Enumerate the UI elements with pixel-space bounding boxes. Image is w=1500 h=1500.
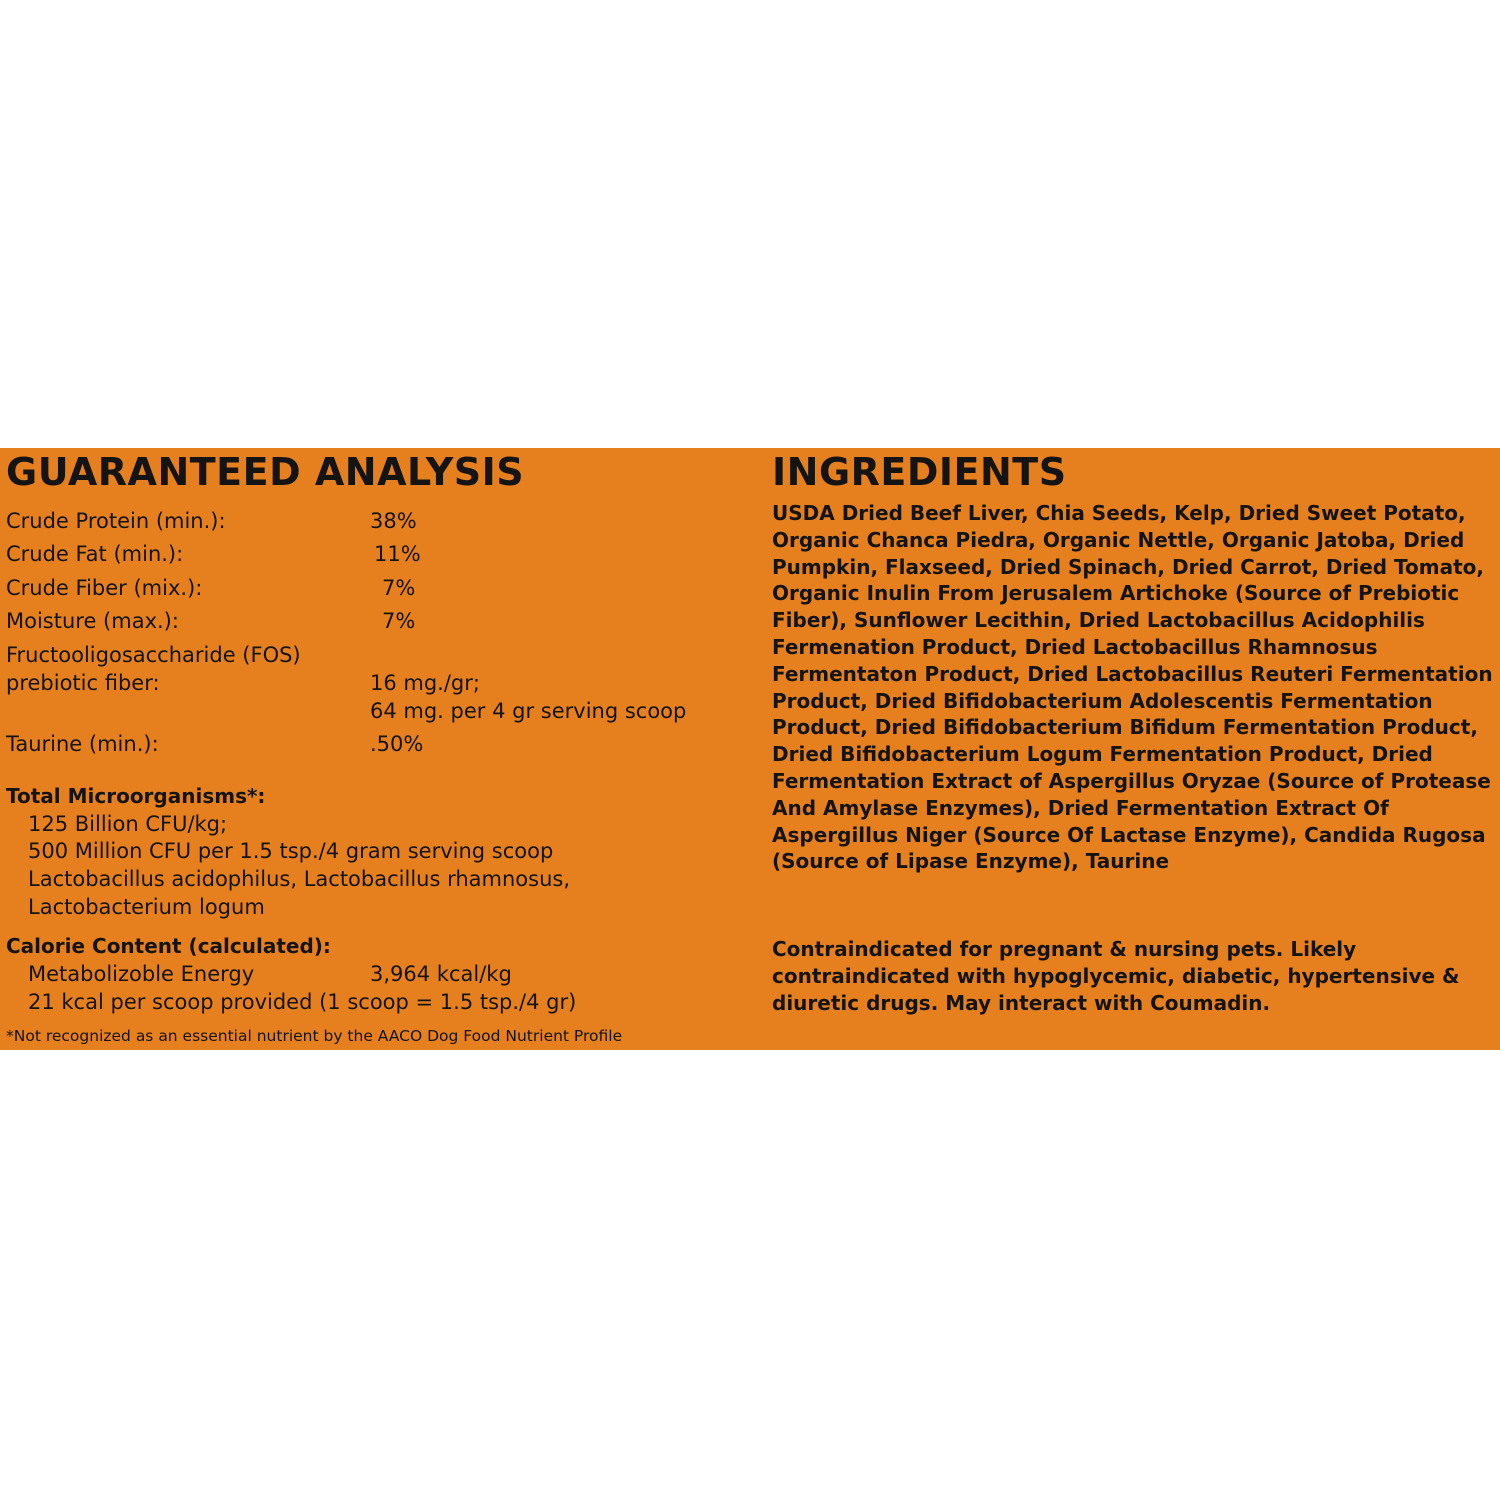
guaranteed-analysis-section (6, 448, 746, 1050)
energy-label: Metabolizoble Energy (28, 962, 255, 986)
calorie-content-heading: Calorie Content (calculated): (6, 934, 331, 958)
ingredients-heading: INGREDIENTS (772, 450, 1067, 494)
microorganisms-heading: Total Microorganisms*: (6, 784, 266, 808)
analysis-value: .50% (370, 732, 424, 756)
analysis-label: Taurine (min.): (6, 732, 159, 756)
analysis-label: Crude Fat (min.): (6, 542, 184, 566)
analysis-value: 7% (382, 609, 416, 633)
guaranteed-analysis-heading: GUARANTEED ANALYSIS (6, 450, 525, 494)
ingredients-section (772, 448, 1494, 1050)
analysis-label: Moisture (max.): (6, 609, 179, 633)
fos-label-line1: Fructooligosaccharide (FOS) (6, 643, 301, 667)
label-panel (0, 448, 1500, 1050)
analysis-value: 11% (374, 542, 421, 566)
fos-value-line1: 16 mg./gr; (370, 671, 480, 695)
microorganisms-line: Lactobacillus acidophilus, Lactobacillus rhamnosus, (28, 867, 571, 891)
microorganisms-line: Lactobacterium logum (28, 895, 265, 919)
contraindication-warning: Contraindicated for pregnant & nursing pets. Likely contraindicated with hypoglycemic, diabetic, hypertensive & diuretic drugs. May interact with Coumadin. (772, 937, 1460, 1015)
analysis-label: Crude Protein (min.): (6, 509, 226, 533)
calorie-per-scoop: 21 kcal per scoop provided (1 scoop = 1.5 tsp./4 gr) (28, 990, 577, 1014)
footnote: *Not recognized as an essential nutrient by the AACO Dog Food Nutrient Profile (6, 1027, 623, 1045)
microorganisms-line: 500 Million CFU per 1.5 tsp./4 gram serving scoop (28, 839, 554, 863)
analysis-value: 38% (370, 509, 417, 533)
fos-label-line2: prebiotic fiber: (6, 671, 160, 695)
ingredients-list: USDA Dried Beef Liver, Chia Seeds, Kelp, Dried Sweet Potato, Organic Chanca Piedra, Organic Nettle, Organic Jatoba, Dried Pumpkin, Flaxseed, Dried Spinach, Dried Carrot, Dried Tomato, Organic Inulin From Jerusalem Artichoke (Source of Prebiotic Fiber), Sunflower Lecithin, Dried Lactobacillus Acidophilis Fermenation Product, Dried Lactobacillus Rhamnosus Fermentaton Product, Dried Lactobacillus Reuteri Fermentation Product, Dried Bifidobacterium Adolescentis Fermentation Product, Dried Bifidobacterium Bifidum Fermentation Product, Dried Bifidobacterium Logum Fermentation Product, Dried Fermentation Extract of Aspergillus Oryzae (Source of Protease And Amylase Enzymes), Dried Fermentation Extract Of Aspergillus Niger (Source Of Lactase Enzyme), Candida Rugosa (Source of Lipase Enzyme), Taurine (772, 501, 1493, 874)
energy-value: 3,964 kcal/kg (370, 962, 512, 986)
analysis-label: Crude Fiber (mix.): (6, 576, 203, 600)
analysis-value: 7% (382, 576, 416, 600)
microorganisms-line: 125 Billion CFU/kg; (28, 812, 228, 836)
fos-value-line2: 64 mg. per 4 gr serving scoop (370, 699, 687, 723)
